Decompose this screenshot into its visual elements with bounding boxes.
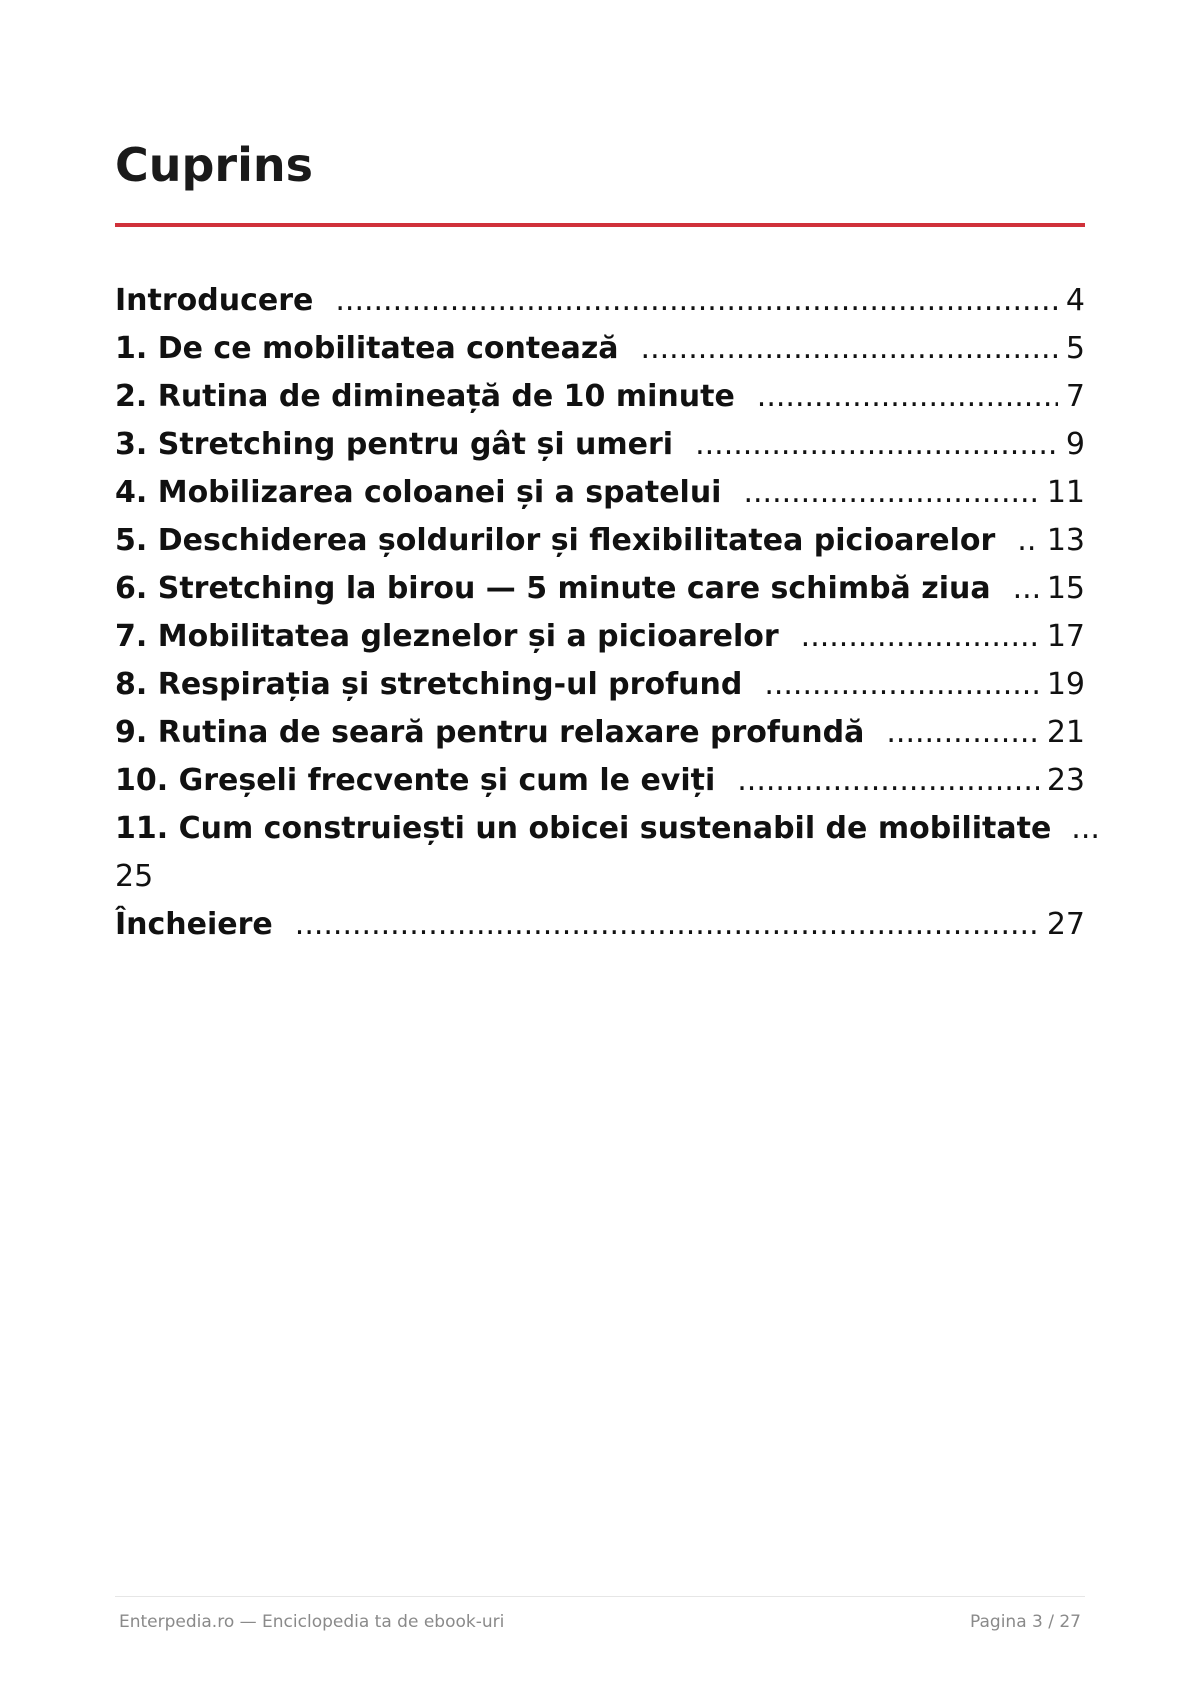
toc-entry-title: 11. Cum construiești un obicei sustenabil de mobilitate — [115, 811, 1052, 846]
toc-entry-10[interactable] — [115, 757, 1085, 805]
toc-dot-leader — [801, 613, 1039, 661]
toc-entry-page: 21 — [1046, 715, 1085, 750]
toc-entry-6[interactable] — [115, 565, 1085, 613]
toc-entry-page: 5 — [1065, 331, 1085, 366]
toc-entry-title: Încheiere — [115, 907, 273, 942]
toc-entry-11[interactable] — [115, 805, 1100, 901]
toc-dot-leader — [886, 709, 1038, 757]
toc-entry-8[interactable] — [115, 661, 1085, 709]
toc-entry-9[interactable] — [115, 709, 1085, 757]
toc-dot-leader — [757, 373, 1058, 421]
footer-page-number: Pagina 3 / 27 — [970, 1612, 1081, 1632]
toc-dot-leader — [1017, 517, 1039, 565]
toc-dot-leader — [641, 325, 1058, 373]
toc-entry-page: 27 — [1046, 907, 1085, 942]
toc-entry-3[interactable] — [115, 421, 1085, 469]
toc-dot-leader — [335, 277, 1058, 325]
toc-entry-page: 23 — [1046, 763, 1085, 798]
toc-entry-2[interactable] — [115, 373, 1085, 421]
toc-entry-page: 9 — [1065, 427, 1085, 462]
toc-entry-title: 7. Mobilitatea gleznelor și a picioarelor — [115, 619, 779, 654]
toc-dot-leader — [743, 469, 1038, 517]
footer-divider — [115, 1596, 1085, 1597]
toc-entry-page: 13 — [1046, 523, 1085, 558]
toc-entry-page: 7 — [1065, 379, 1085, 414]
toc-entry-title: Introducere — [115, 283, 314, 318]
toc-entry-5[interactable] — [115, 517, 1085, 565]
toc-entry-title: 10. Greșeli frecvente și cum le eviți — [115, 763, 716, 798]
toc-entry-title: 6. Stretching la birou — 5 minute care schimbă ziua — [115, 571, 991, 606]
toc-entry-1[interactable] — [115, 325, 1085, 373]
toc-entry-introducere[interactable] — [115, 277, 1085, 325]
toc-entry-page: 19 — [1046, 667, 1085, 702]
toc-entry-title: 8. Respirația și stretching-ul profund — [115, 667, 743, 702]
toc-entry-page: 4 — [1065, 283, 1085, 318]
toc-entry-page: 15 — [1046, 571, 1085, 606]
toc-dot-leader: ... — [1071, 811, 1100, 846]
footer-site-name: Enterpedia.ro — Enciclopedia ta de ebook-uri — [119, 1612, 505, 1632]
title-divider — [115, 223, 1085, 227]
toc-dot-leader — [295, 901, 1039, 949]
toc-dot-leader — [695, 421, 1058, 469]
toc-entry-page: 17 — [1046, 619, 1085, 654]
toc-dot-leader — [764, 661, 1039, 709]
toc-entry-page: 25 — [115, 859, 154, 894]
table-of-contents — [115, 277, 1100, 949]
toc-dot-leader — [737, 757, 1039, 805]
toc-entry-title: 1. De ce mobilitatea contează — [115, 331, 619, 366]
toc-entry-title: 5. Deschiderea șoldurilor și flexibilitatea picioarelor — [115, 523, 996, 558]
toc-entry-title: 4. Mobilizarea coloanei și a spatelui — [115, 475, 722, 510]
toc-entry-title: 3. Stretching pentru gât și umeri — [115, 427, 674, 462]
toc-entry-4[interactable] — [115, 469, 1085, 517]
toc-dot-leader — [1013, 565, 1039, 613]
toc-entry-7[interactable] — [115, 613, 1085, 661]
toc-entry-title: 2. Rutina de dimineață de 10 minute — [115, 379, 735, 414]
toc-entry-incheiere[interactable] — [115, 901, 1085, 949]
page-title: Cuprins — [115, 138, 314, 192]
toc-entry-page: 11 — [1046, 475, 1085, 510]
toc-entry-title: 9. Rutina de seară pentru relaxare profundă — [115, 715, 865, 750]
